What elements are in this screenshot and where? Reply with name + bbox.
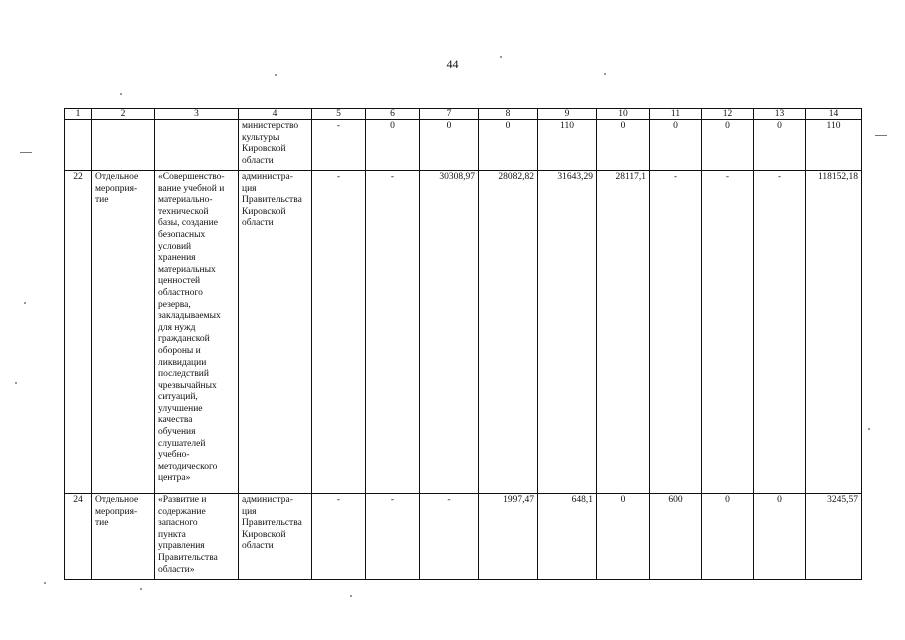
column-header: 13 [754,109,806,120]
column-header: 5 [312,109,366,120]
scan-speck [44,582,46,584]
table-cell: 22 [65,171,92,494]
table-cell: - [650,171,702,494]
table-cell: 28117,1 [597,171,650,494]
scan-speck [875,135,887,136]
table-cell: 0 [420,120,479,171]
column-header: 9 [538,109,597,120]
scan-speck [275,74,277,76]
table-cell: - [366,171,420,494]
scan-speck [500,56,502,58]
scan-speck [15,382,17,384]
table-cell: 1997,47 [479,494,538,580]
table-cell: 118152,18 [806,171,862,494]
table-cell: - [312,494,366,580]
scan-speck [140,588,142,590]
table-cell [92,120,155,171]
table-cell: 30308,97 [420,171,479,494]
scan-speck [120,93,122,95]
scan-speck [868,428,870,430]
table-cell: «Развитие и содержание запасного пункта управления Правительства области» [155,494,239,580]
table-cell: администра- ция Правительства Кировской области [239,171,312,494]
table-cell: - [702,171,754,494]
table-cell: 0 [702,120,754,171]
table-row [65,494,862,580]
column-header: 4 [239,109,312,120]
table-cell: 0 [702,494,754,580]
table-cell: 0 [650,120,702,171]
column-header: 10 [597,109,650,120]
scan-speck [604,73,606,75]
scan-speck [20,152,32,153]
table-cell: администра- ция Правительства Кировской области [239,494,312,580]
table-cell: 24 [65,494,92,580]
table-row [65,120,862,171]
table-cell: министерство культуры Кировской области [239,120,312,171]
table-cell: 0 [754,120,806,171]
column-header: 12 [702,109,754,120]
table-cell: 110 [806,120,862,171]
column-header: 2 [92,109,155,120]
table-row [65,171,862,494]
table-cell: 648,1 [538,494,597,580]
column-header: 6 [366,109,420,120]
table-cell: Отдельное мероприя- тие [92,171,155,494]
table-cell: 600 [650,494,702,580]
table-cell: Отдельное мероприя- тие [92,494,155,580]
table-cell: - [312,120,366,171]
budget-table [64,108,862,580]
table-cell: 110 [538,120,597,171]
page-number: 44 [446,57,459,71]
table-cell [155,120,239,171]
table-cell: 28082,82 [479,171,538,494]
column-header: 3 [155,109,239,120]
table-cell: - [754,171,806,494]
table-cell: 0 [597,120,650,171]
table-cell: «Совершенство- вание учебной и материально- технической базы, создание безопасных условий хранения материальных ценностей областного резерва, закладываемых для нужд гражданской обороны и ликвидации последствий чрезвычайных ситуаций, улучшение качества обучения слушателей учебно- методического центра» [155,171,239,494]
header-row [65,109,862,120]
column-header: 11 [650,109,702,120]
table-cell: 0 [597,494,650,580]
table-cell [65,120,92,171]
table-cell: 0 [754,494,806,580]
table-cell: - [366,494,420,580]
table-cell: 3245,57 [806,494,862,580]
table-cell: - [420,494,479,580]
table-cell: 0 [479,120,538,171]
table-cell: 0 [366,120,420,171]
column-header: 14 [806,109,862,120]
table-cell: - [312,171,366,494]
column-header: 8 [479,109,538,120]
column-header: 1 [65,109,92,120]
column-header: 7 [420,109,479,120]
scan-speck [350,595,352,597]
scan-speck [24,302,26,304]
table-cell: 31643,29 [538,171,597,494]
